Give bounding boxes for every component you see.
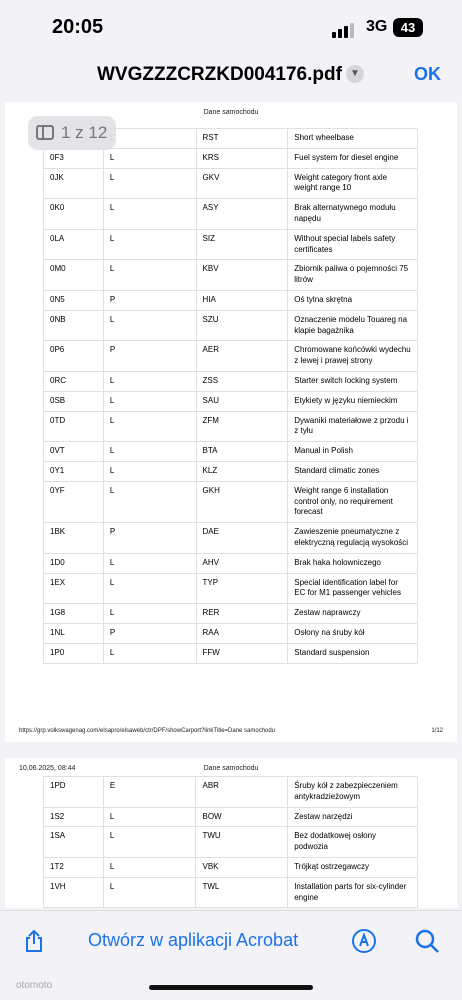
option-flag-cell: L: [103, 877, 196, 908]
clock: 20:05: [52, 16, 104, 38]
option-code-cell: 0M0: [44, 260, 104, 291]
option-description-cell: Zbiornik paliwa o pojemności 75 litrów: [288, 260, 418, 291]
option-flag-cell: L: [103, 807, 196, 827]
table-row: [44, 877, 418, 908]
option-code-cell: 1EX: [44, 573, 104, 604]
option-abbrev-cell: BOW: [196, 807, 288, 827]
option-abbrev-cell: FFW: [196, 643, 288, 663]
table-row: [44, 481, 418, 522]
option-code-cell: 0F3: [44, 148, 104, 168]
option-code-cell: 1PD: [44, 777, 104, 808]
footer-url: https://grp.volkswagenag.com/elsapro/elsaweb/ctr/DPF/showCarport?linkTitle=Dane samochodu: [19, 728, 276, 734]
option-code-cell: 0N5: [44, 290, 104, 310]
footer-page-number: 1/12: [431, 728, 443, 734]
option-abbrev-cell: KRS: [196, 148, 288, 168]
option-flag-cell: L: [103, 168, 196, 199]
option-abbrev-cell: SZU: [196, 310, 288, 341]
option-code-cell: 1P0: [44, 643, 104, 663]
table-row: [44, 371, 418, 391]
option-abbrev-cell: SIZ: [196, 229, 288, 260]
network-type: 3G: [366, 18, 388, 35]
table-row: [44, 461, 418, 481]
table-row: [44, 310, 418, 341]
vehicle-options-table: [43, 128, 418, 664]
option-abbrev-cell: DAE: [196, 523, 288, 554]
sidebar-icon: [36, 125, 54, 140]
option-abbrev-cell: KBV: [196, 260, 288, 291]
table-row: [44, 827, 418, 858]
option-description-cell: Standard suspension: [288, 643, 418, 663]
table-row: [44, 391, 418, 411]
option-flag-cell: L: [103, 260, 196, 291]
option-description-cell: Standard climatic zones: [288, 461, 418, 481]
option-description-cell: Starter switch locking system: [288, 371, 418, 391]
page-header-title: Dane samochodu: [203, 765, 259, 772]
option-description-cell: Bez dodatkowej osłony podwozia: [288, 827, 418, 858]
option-abbrev-cell: ZSS: [196, 371, 288, 391]
table-row: [44, 411, 418, 442]
option-abbrev-cell: ZFM: [196, 411, 288, 442]
option-description-cell: Zestaw narzędzi: [288, 807, 418, 827]
option-flag-cell: L: [103, 461, 196, 481]
option-abbrev-cell: ASY: [196, 199, 288, 230]
option-abbrev-cell: KLZ: [196, 461, 288, 481]
option-flag-cell: P: [103, 341, 196, 372]
option-flag-cell: L: [103, 481, 196, 522]
option-abbrev-cell: ABR: [196, 777, 288, 808]
option-abbrev-cell: AHV: [196, 553, 288, 573]
chevron-down-icon[interactable]: ▼: [346, 65, 364, 83]
share-icon[interactable]: [22, 929, 46, 953]
option-flag-cell: L: [103, 573, 196, 604]
option-flag-cell: L: [103, 643, 196, 663]
option-code-cell: 0SB: [44, 391, 104, 411]
table-row: [44, 290, 418, 310]
option-abbrev-cell: GKH: [196, 481, 288, 522]
option-abbrev-cell: VBK: [196, 857, 288, 877]
battery-icon: 43: [393, 18, 423, 37]
search-icon[interactable]: [414, 928, 440, 954]
option-description-cell: Zawieszenie pneumatyczne z elektryczną regulacją wysokości: [288, 523, 418, 554]
table-row: [44, 229, 418, 260]
file-title[interactable]: WVGZZZCRZKD004176.pdf: [97, 64, 342, 85]
option-code-cell: 1S2: [44, 807, 104, 827]
vehicle-options-table: [43, 776, 418, 908]
option-code-cell: 0NB: [44, 310, 104, 341]
option-description-cell: Chromowane końcówki wydechu z lewej i prawej strony: [288, 341, 418, 372]
option-abbrev-cell: RST: [196, 129, 288, 149]
option-code-cell: 0RC: [44, 371, 104, 391]
option-flag-cell: P: [103, 290, 196, 310]
option-flag-cell: L: [103, 553, 196, 573]
option-abbrev-cell: RER: [196, 604, 288, 624]
table-row: [44, 623, 418, 643]
table-row: [44, 341, 418, 372]
option-code-cell: 0Y1: [44, 461, 104, 481]
option-flag-cell: L: [103, 411, 196, 442]
watermark: otomoto: [16, 980, 53, 991]
option-flag-cell: L: [103, 199, 196, 230]
option-flag-cell: L: [103, 371, 196, 391]
page-header-date: 10.06.2025, 08:44: [19, 765, 76, 772]
page-footer: [19, 728, 443, 734]
option-abbrev-cell: AER: [196, 341, 288, 372]
page-indicator-label: 1 z 12: [61, 123, 108, 142]
option-description-cell: Weight range 6 installation control only, no requirement forecast: [288, 481, 418, 522]
markup-icon[interactable]: [351, 928, 377, 954]
option-description-cell: Short wheelbase: [288, 129, 418, 149]
option-description-cell: Osłony na śruby kół: [288, 623, 418, 643]
option-flag-cell: L: [103, 604, 196, 624]
option-flag-cell: L: [103, 229, 196, 260]
option-description-cell: Trójkąt ostrzegawczy: [288, 857, 418, 877]
option-description-cell: Dywaniki materiałowe z przodu i z tyłu: [288, 411, 418, 442]
option-description-cell: Without special labels safety certificates: [288, 229, 418, 260]
table-row: [44, 168, 418, 199]
option-flag-cell: L: [103, 857, 196, 877]
option-description-cell: Brak alternatywnego modułu napędu: [288, 199, 418, 230]
table-row: [44, 857, 418, 877]
option-flag-cell: [103, 129, 196, 149]
option-code-cell: 0LA: [44, 229, 104, 260]
option-abbrev-cell: TWU: [196, 827, 288, 858]
status-bar: [0, 0, 462, 54]
option-code-cell: 1T2: [44, 857, 104, 877]
page-header-title: Dane samochodu: [203, 109, 259, 116]
table-row: [44, 573, 418, 604]
page-indicator[interactable]: [28, 116, 116, 150]
option-abbrev-cell: BTA: [196, 442, 288, 462]
option-code-cell: 0YF: [44, 481, 104, 522]
option-flag-cell: P: [103, 523, 196, 554]
option-description-cell: Zestaw naprawczy: [288, 604, 418, 624]
signal-icon: [332, 20, 356, 38]
option-flag-cell: L: [103, 148, 196, 168]
pdf-page-1[interactable]: [5, 102, 457, 742]
option-description-cell: Etykiety w języku niemieckim: [288, 391, 418, 411]
table-row: [44, 199, 418, 230]
option-flag-cell: P: [103, 623, 196, 643]
table-row: [44, 260, 418, 291]
option-code-cell: 0VT: [44, 442, 104, 462]
option-code-cell: 1G8: [44, 604, 104, 624]
table-row: [44, 553, 418, 573]
table-row: [44, 777, 418, 808]
option-abbrev-cell: GKV: [196, 168, 288, 199]
option-flag-cell: L: [103, 442, 196, 462]
option-description-cell: Fuel system for diesel engine: [288, 148, 418, 168]
option-abbrev-cell: RAA: [196, 623, 288, 643]
nav-bar: [0, 54, 462, 100]
option-description-cell: Manual in Polish: [288, 442, 418, 462]
ok-button[interactable]: OK: [414, 64, 441, 84]
option-code-cell: 1SA: [44, 827, 104, 858]
table-row: [44, 807, 418, 827]
option-abbrev-cell: SAU: [196, 391, 288, 411]
option-description-cell: Special identification label for EC for M1 passenger vehicles: [288, 573, 418, 604]
option-abbrev-cell: HIA: [196, 290, 288, 310]
option-code-cell: 1VH: [44, 877, 104, 908]
home-indicator[interactable]: [149, 985, 313, 990]
option-flag-cell: E: [103, 777, 196, 808]
option-code-cell: 0TD: [44, 411, 104, 442]
option-code-cell: 1NL: [44, 623, 104, 643]
option-description-cell: Weight category front axle weight range 10: [288, 168, 418, 199]
option-description-cell: Brak haka holowniczego: [288, 553, 418, 573]
option-description-cell: Oznaczenie modelu Touareg na klapie bagażnika: [288, 310, 418, 341]
option-abbrev-cell: TYP: [196, 573, 288, 604]
table-row: [44, 604, 418, 624]
option-code-cell: 0JK: [44, 168, 104, 199]
option-code-cell: 1D0: [44, 553, 104, 573]
table-row: [44, 523, 418, 554]
option-code-cell: 1BK: [44, 523, 104, 554]
table-row: [44, 643, 418, 663]
option-flag-cell: L: [103, 310, 196, 341]
pdf-page-2[interactable]: [5, 758, 457, 908]
option-code-cell: 0K0: [44, 199, 104, 230]
option-abbrev-cell: TWL: [196, 877, 288, 908]
table-row: [44, 148, 418, 168]
option-code-cell: 0P6: [44, 341, 104, 372]
option-flag-cell: L: [103, 391, 196, 411]
option-description-cell: Śruby kół z zabezpieczeniem antykradzieżowym: [288, 777, 418, 808]
table-row: [44, 442, 418, 462]
option-description-cell: Installation parts for six-cylinder engine: [288, 877, 418, 908]
option-description-cell: Oś tylna skrętna: [288, 290, 418, 310]
open-in-acrobat-button[interactable]: Otwórz w aplikacji Acrobat: [88, 930, 299, 950]
option-flag-cell: L: [103, 827, 196, 858]
